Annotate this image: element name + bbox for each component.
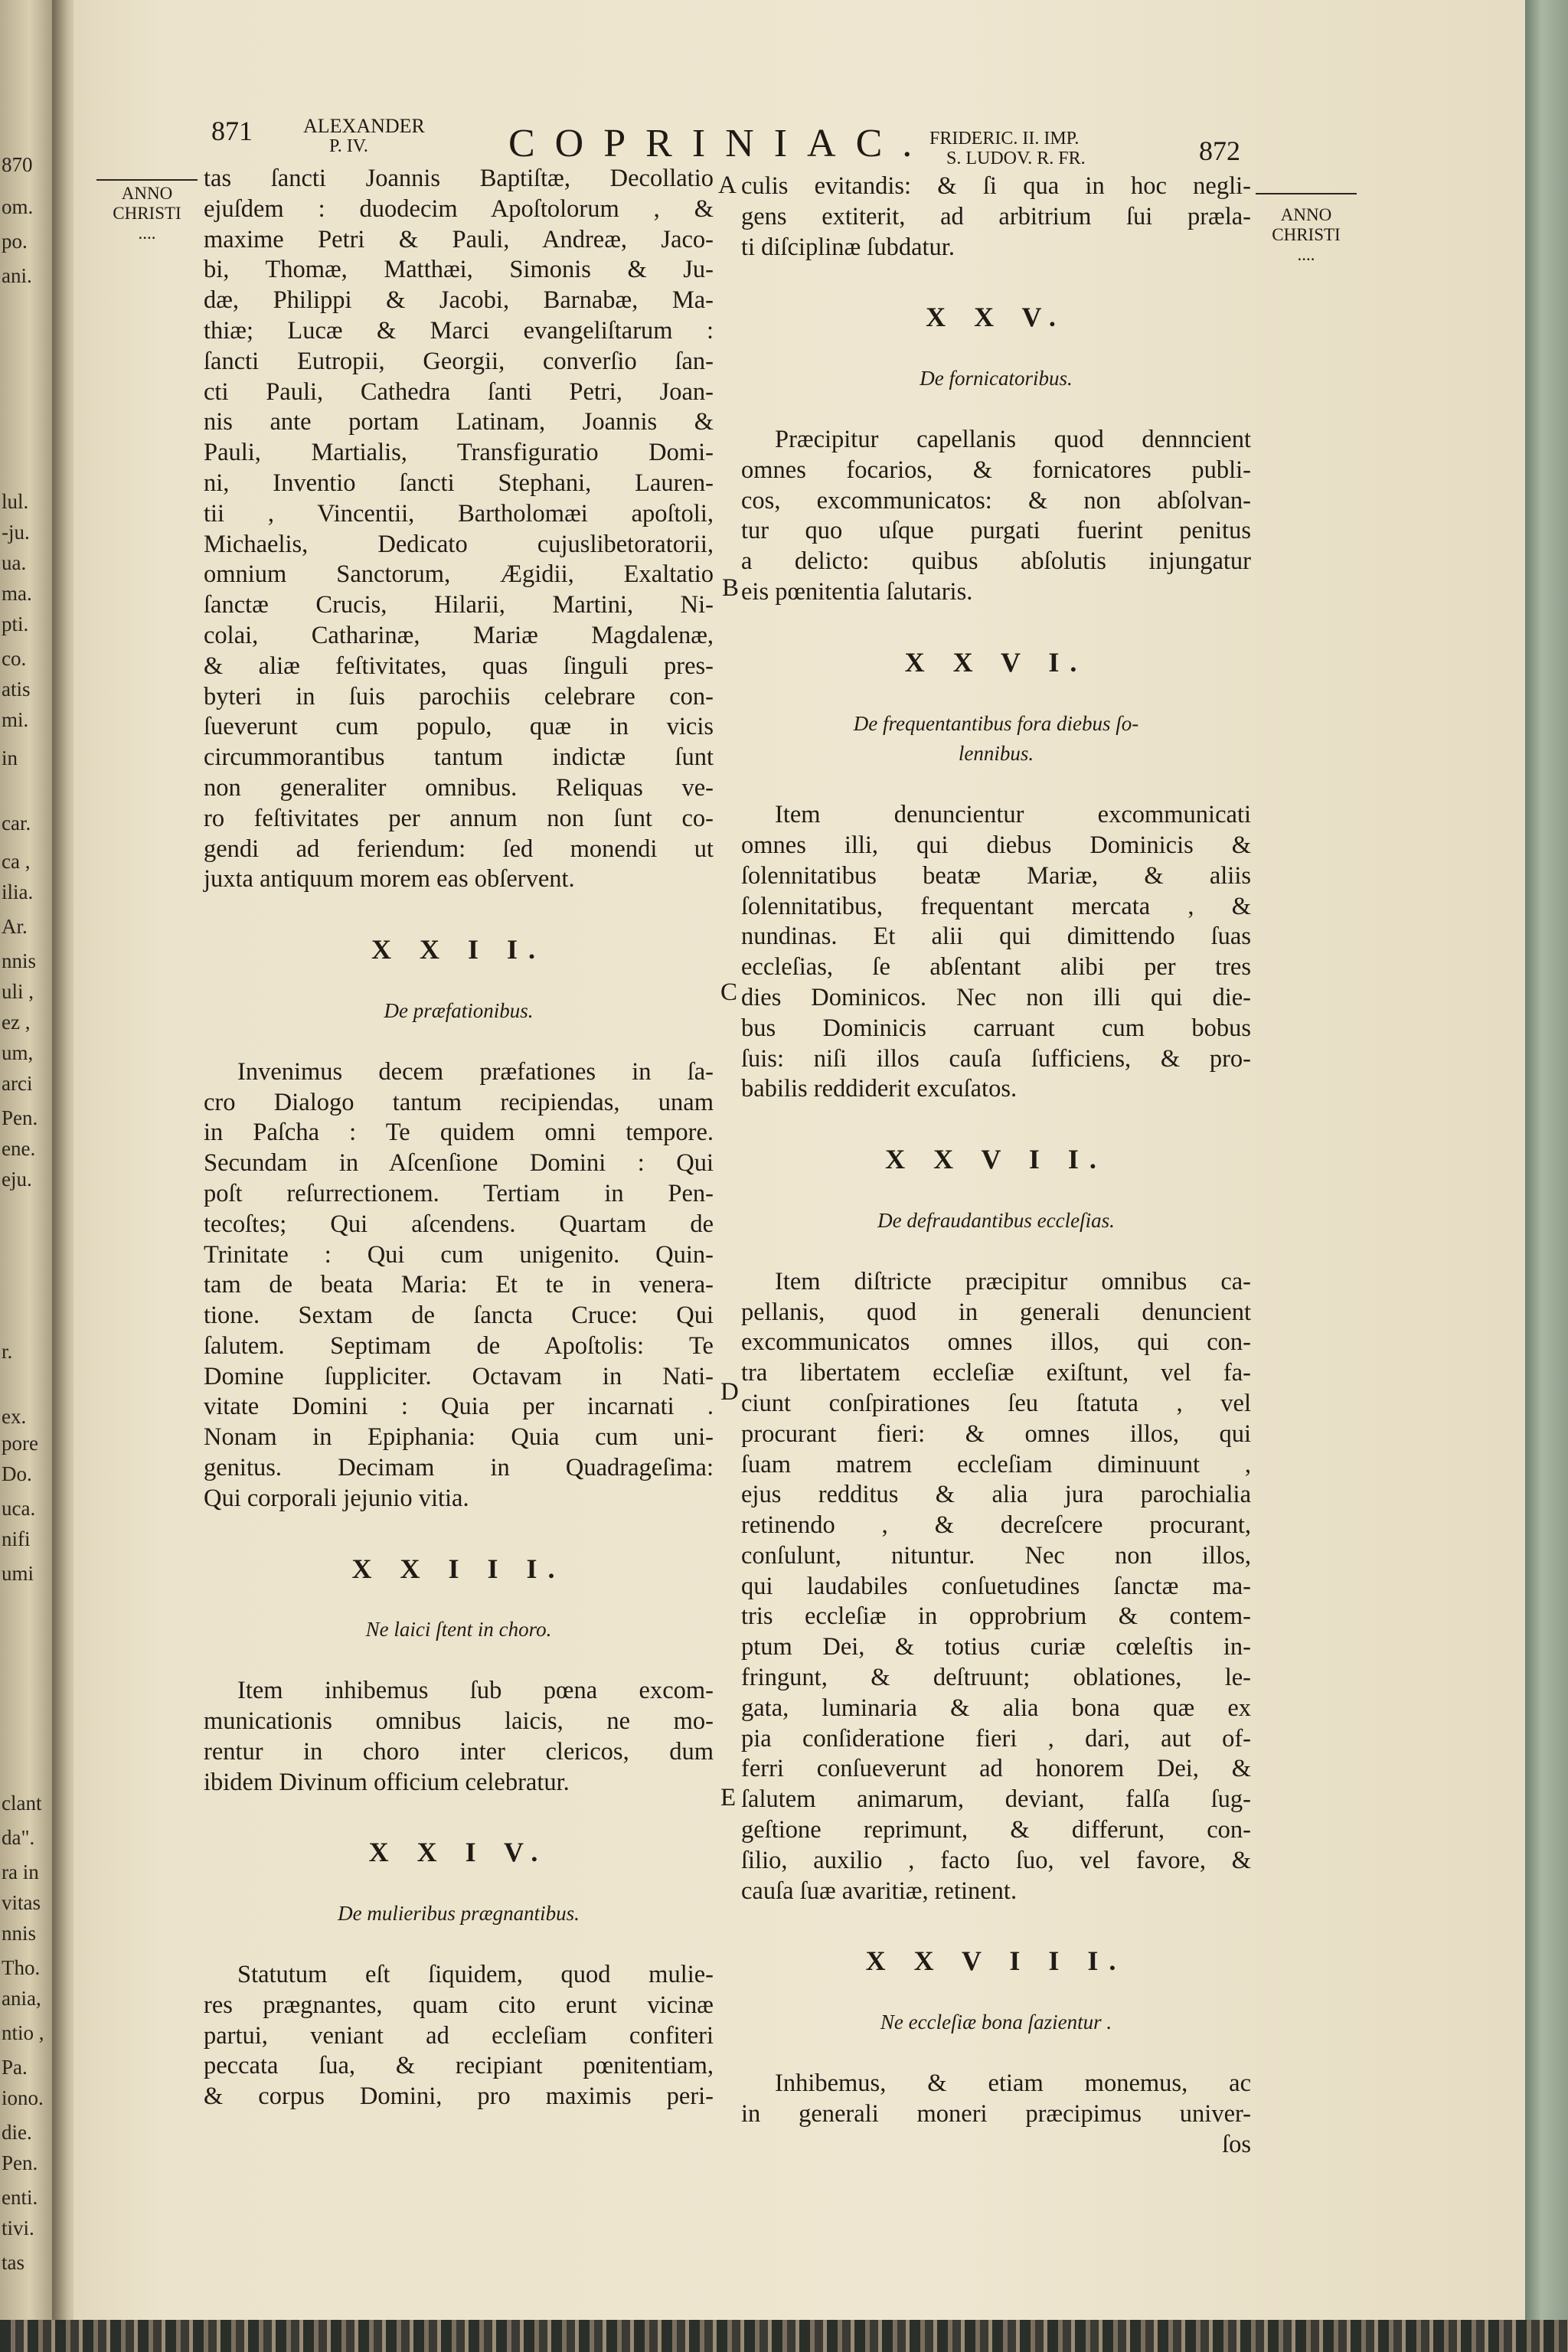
pope-number: P. IV. — [329, 136, 368, 156]
facing-page-word: car. — [2, 812, 31, 835]
text-line: excommunicatos omnes illos, qui con- — [741, 1328, 1251, 1357]
year-dots: .... — [138, 224, 156, 243]
text-line: tecoſtes; Qui aſcendens. Quartam de — [204, 1210, 714, 1238]
section-number-26: X X V I. — [904, 646, 1088, 678]
facing-page-word: ene. — [2, 1137, 36, 1160]
facing-page-word: ra in — [2, 1860, 39, 1883]
continued-paragraph — [741, 172, 1251, 263]
text-line: Qui corporali jejunio vitia. — [204, 1484, 469, 1512]
text-line: & corpus Domini, pro maximis peri- — [204, 2082, 714, 2111]
section-letter-e: E — [720, 1784, 737, 1811]
text-line: cti Pauli, Cathedra ſanti Petri, Joan- — [204, 377, 714, 406]
text-line: cro Dialogo tantum recipiendas, unam — [204, 1088, 714, 1116]
facing-page-word: um, — [2, 1041, 34, 1064]
section-title-22: De præfationibus. — [384, 998, 534, 1022]
text-line: in generali moneri præcipimus univer- — [741, 2099, 1251, 2128]
facing-page-word: mi. — [2, 708, 29, 731]
text-line: tra libertatem eccleſiæ exiſtunt, vel fa- — [741, 1359, 1251, 1387]
text-line: eccleſias, ſe abſentant alibi per tres — [741, 953, 1251, 982]
christi-label: CHRISTI — [113, 204, 181, 223]
text-line: omnes focarios, & fornicatores publi- — [741, 456, 1251, 484]
text-line: ſalutem animarum, deviant, falſa ſug- — [741, 1785, 1251, 1814]
section-number-28: X X V I I I. — [865, 1945, 1127, 1977]
christi-label: CHRISTI — [1272, 225, 1341, 244]
left-column — [204, 164, 714, 2112]
section-title-28: Ne eccleſiæ bona ſazientur . — [880, 2011, 1112, 2034]
section-number-24: X X I V. — [368, 1837, 549, 1868]
text-line: partui, veniant ad eccleſiam confiteri — [204, 2021, 714, 2050]
text-line: gata, luminaria & alia bona quæ ex — [741, 1694, 1251, 1722]
text-line: babilis reddiderit excuſatos. — [741, 1075, 1018, 1103]
text-line: juxta antiquum morem eas obſervent. — [204, 865, 575, 893]
section-body-24 — [204, 1960, 714, 2112]
text-line: Domine ſuppliciter. Octavam in Nati- — [204, 1362, 714, 1390]
facing-page-word: lul. — [2, 490, 29, 513]
text-line: Pauli, Martialis, Transfiguratio Domi- — [204, 439, 714, 467]
text-line: qui laudabiles conſuetudines ſanctæ ma- — [741, 1572, 1251, 1600]
margin-rule-left — [96, 179, 198, 181]
facing-page-text — [2, 0, 52, 2328]
facing-page-word: pore — [2, 1432, 38, 1455]
section-letter-c: C — [720, 978, 738, 1006]
facing-page-word: iono. — [2, 2086, 44, 2109]
text-line: ſuam matrem eccleſiam diminuunt , — [741, 1450, 1251, 1478]
section-body-25 — [741, 425, 1251, 608]
text-line: ſancti Eutropii, Georgii, converſio ſan- — [204, 347, 714, 375]
text-line: culis evitandis: & ſi qua in hoc negli- — [741, 172, 1251, 200]
margin-rule-right — [1256, 193, 1357, 194]
facing-page-word: umi — [2, 1562, 34, 1585]
text-line: Statutum eſt ſiquidem, quod mulie- — [237, 1961, 714, 1989]
facing-page-word: Pen. — [2, 2151, 38, 2174]
section-number-27: X X V I I. — [885, 1144, 1107, 1175]
text-line: ptum Dei, & totius curiæ cœleſtis in- — [741, 1633, 1251, 1661]
facing-page-word: ex. — [2, 1405, 27, 1428]
facing-page-word: nnis — [2, 949, 37, 972]
text-line: tam de beata Maria: Et te in venera- — [204, 1271, 714, 1299]
text-line: vitate Domini : Quia per incarnati . — [204, 1393, 714, 1421]
section-title-27: De defraudantibus eccleſias. — [877, 1208, 1115, 1232]
page-edges — [0, 2320, 1568, 2352]
facing-page-word: ma. — [2, 582, 32, 605]
facing-page-word: in — [2, 746, 18, 769]
facing-page-word: ca , — [2, 850, 31, 873]
text-line: a delicto: quibus abſolutis injungatur — [741, 547, 1251, 576]
text-line: ibidem Divinum officium celebratur. — [204, 1768, 570, 1796]
facing-page-word: da". — [2, 1826, 35, 1849]
facing-page-word: ilia. — [2, 880, 34, 903]
text-line: genitus. Decimam in Quadrageſima: — [204, 1454, 714, 1482]
facing-page-word: uli , — [2, 980, 34, 1003]
text-line: fringunt, & deſtruunt; oblationes, le- — [741, 1664, 1251, 1692]
text-line: peccata ſua, & recipiant pœnitentiam, — [204, 2052, 714, 2080]
text-line: dæ, Philippi & Jacobi, Barnabæ, Ma- — [204, 286, 714, 315]
section-body-27 — [741, 1267, 1251, 1907]
text-line: ſilio, auxilio , facto ſuo, vel favore, & — [741, 1846, 1251, 1874]
text-line: rentur in choro inter clericos, dum — [204, 1737, 714, 1766]
text-line: poſt reſurrectionem. Tertiam in Pen- — [204, 1179, 714, 1207]
text-line: bus Dominicis carruant cum bobus — [741, 1014, 1251, 1042]
section-number-25: X X V. — [926, 302, 1067, 333]
text-line: Invenimus decem præfationes in ſa- — [237, 1057, 714, 1086]
text-line: Item denuncientur excommunicati — [775, 801, 1251, 829]
text-line: nis ante portam Latinam, Joannis & — [204, 408, 714, 436]
text-line: Nonam in Epiphania: Quia cum uni- — [204, 1423, 714, 1452]
section-letter-a: A — [718, 172, 737, 199]
section-number-23: X X I I I. — [351, 1553, 566, 1584]
text-line: ejuſdem : duodecim Apoſtolorum , & — [204, 194, 714, 223]
text-line: Trinitate : Qui cum unigenito. Quin- — [204, 1240, 714, 1269]
text-line: cos, excommunicatos: & non abſolvan- — [741, 486, 1251, 514]
facing-page-word: po. — [2, 230, 28, 253]
facing-page-word: nifi — [2, 1527, 31, 1550]
anno-label: ANNO — [121, 184, 173, 203]
facing-page-word: eju. — [2, 1168, 32, 1191]
text-line: ejus redditus & alia jura parochialia — [741, 1481, 1251, 1509]
text-line: res prægnantes, quam cito erunt vicinæ — [204, 1991, 714, 2019]
text-line: ſanctæ Crucis, Hilarii, Martini, Ni- — [204, 591, 714, 619]
facing-page-word: Pen. — [2, 1106, 38, 1129]
text-line: Michaelis, Dedicato cujuslibetoratorii, — [204, 530, 714, 558]
facing-page-word: ani. — [2, 264, 32, 287]
running-title: COPRINIAC. — [508, 122, 933, 165]
section-letter-d: D — [720, 1378, 739, 1406]
facing-page-word: enti. — [2, 2186, 38, 2209]
text-line: tii , Vincentii, Bartholomæi apoſtoli, — [204, 499, 714, 528]
text-line: Item inhibemus ſub pœna excom- — [237, 1677, 714, 1705]
section-body-22 — [204, 1057, 714, 1514]
section-body-23 — [204, 1676, 714, 1798]
facing-page-word: r. — [2, 1340, 13, 1363]
year-dots: .... — [1297, 245, 1315, 264]
facing-page-word: co. — [2, 647, 27, 670]
text-line: tione. Sextam de ſancta Cruce: Qui — [204, 1302, 714, 1330]
text-line: tur quo uſque purgati fuerint penitus — [741, 517, 1251, 545]
text-line: procurant fieri: & omnes illos, qui — [741, 1419, 1251, 1448]
text-line: Item diſtricte præcipitur omnibus ca- — [775, 1267, 1251, 1295]
text-line: retinendo , & decreſcere procurant, — [741, 1511, 1251, 1540]
text-line: ti diſciplinæ ſubdatur. — [741, 233, 955, 261]
section-letter-b: B — [722, 574, 740, 602]
section-title-26-line2: lennibus. — [958, 742, 1034, 766]
text-line: bi, Thomæ, Matthæi, Simonis & Ju- — [204, 256, 714, 284]
section-title-24: De mulieribus prægnantibus. — [338, 1902, 580, 1926]
facing-page-word: 870 — [2, 153, 33, 176]
text-line: geſtione reprimunt, & differunt, con- — [741, 1816, 1251, 1844]
text-line: ſolennitatibus beatæ Mariæ, & aliis — [741, 861, 1251, 890]
text-line: maxime Petri & Pauli, Andreæ, Jaco- — [204, 225, 714, 253]
facing-page-word: nnis — [2, 1922, 37, 1945]
facing-page-word: pti. — [2, 612, 29, 635]
text-line: gens extiterit, ad arbitrium ſui præla- — [741, 202, 1251, 230]
text-line: ferri conſueverunt ad honorem Dei, & — [741, 1755, 1251, 1783]
facing-page-sliver — [0, 0, 54, 2328]
text-line: gendi ad feriendum: ſed monendi ut — [204, 835, 714, 863]
facing-page-word: vitas — [2, 1891, 41, 1914]
text-line: eis pœnitentia ſalutaris. — [741, 577, 973, 606]
intro-paragraph — [204, 164, 714, 895]
text-line: ni, Inventio ſancti Stephani, Lauren- — [204, 469, 714, 497]
right-column — [741, 172, 1251, 2160]
emperor-name: FRIDERIC. II. IMP. — [929, 129, 1080, 149]
facing-page-word: -ju. — [2, 521, 30, 544]
text-line: ciunt conſpirationes ſeu ſtatuta , vel — [741, 1389, 1251, 1417]
facing-page-word: Tho. — [2, 1956, 41, 1979]
text-line: ſuis: niſi illos cauſa ſufficiens, & pro- — [741, 1044, 1251, 1073]
text-line: thiæ; Lucæ & Marci evangeliſtarum : — [204, 316, 714, 345]
text-line: & aliæ feſtivitates, quas ſinguli pres- — [204, 652, 714, 680]
facing-page-word: ua. — [2, 551, 27, 574]
section-title-25: De fornicatoribus. — [920, 367, 1073, 390]
facing-page-word: ania, — [2, 1987, 41, 2010]
facing-page-word: clant — [2, 1792, 42, 1815]
text-line: ſolennitatibus, frequentant mercata , & — [741, 892, 1251, 920]
text-line: ſalutem. Septimam de Apoſtolis: Te — [204, 1331, 714, 1360]
anno-label: ANNO — [1280, 205, 1332, 224]
text-line: cauſa ſuæ avaritiæ, retinent. — [741, 1877, 1018, 1905]
section-number-22: X X I I. — [371, 934, 546, 965]
section-body-26 — [741, 800, 1251, 1105]
text-line: tris eccleſiæ in opprobrium & contem- — [741, 1602, 1251, 1631]
text-line: dies Dominicos. Nec non illi qui die- — [741, 983, 1251, 1011]
text-line: byteri in ſuis parochiis celebrare con- — [204, 682, 714, 710]
text-line: pia conſideratione fieri , dari, aut of- — [741, 1724, 1251, 1753]
text-line: in Paſcha : Te quidem omni tempore. — [204, 1119, 714, 1147]
section-title-23: Ne laici ſtent in choro. — [365, 1618, 552, 1642]
page-number-left: 871 — [211, 116, 253, 146]
facing-page-word: die. — [2, 2121, 32, 2144]
facing-page-word: Do. — [2, 1462, 32, 1485]
text-line: non generaliter omnibus. Reliquas ve- — [204, 773, 714, 802]
text-line: conſulunt, nituntur. Nec non illos, — [741, 1541, 1251, 1570]
book-cover-edge — [1524, 0, 1568, 2352]
facing-page-word: tivi. — [2, 2216, 34, 2239]
king-name: S. LUDOV. R. FR. — [946, 149, 1086, 168]
facing-page-word: ntio , — [2, 2021, 44, 2044]
text-line: omnes illi, qui diebus Dominicis & — [741, 831, 1251, 859]
facing-page-word: tas — [2, 2251, 24, 2274]
facing-page-word: Pa. — [2, 2056, 28, 2079]
text-line: ro feſtivitates per annum non ſunt co- — [204, 804, 714, 832]
anno-christi-right — [1256, 205, 1357, 265]
text-line: ſueverunt cum populo, quæ in vicis — [204, 713, 714, 741]
page-number-right: 872 — [1199, 136, 1240, 166]
section-body-28 — [741, 2069, 1251, 2130]
text-line: Præcipitur capellanis quod dennncient — [775, 425, 1251, 453]
facing-page-word: om. — [2, 195, 34, 218]
anno-christi-left — [96, 184, 198, 243]
text-line: Inhibemus, & etiam monemus, ac — [775, 2069, 1251, 2098]
text-line: tas ſancti Joannis Baptiſtæ, Decollatio — [204, 165, 714, 192]
facing-page-word: arci — [2, 1072, 33, 1095]
text-line: circummorantibus tantum indictæ ſunt — [204, 743, 714, 772]
pope-name: ALEXANDER — [303, 115, 425, 137]
facing-page-word: uca. — [2, 1497, 36, 1520]
text-line: pellanis, quod in generali denuncient — [741, 1298, 1251, 1326]
text-line: nundinas. Et alii qui dimittendo ſuas — [741, 923, 1251, 951]
catchword: ſos — [1222, 2130, 1251, 2158]
text-line: omnium Sanctorum, Ægidii, Exaltatio — [204, 560, 714, 589]
text-line: municationis omnibus laicis, ne mo- — [204, 1707, 714, 1736]
facing-page-word: ez , — [2, 1011, 31, 1034]
text-line: Secundam in Aſcenſione Domini : Qui — [204, 1149, 714, 1178]
section-title-26-line1: De frequentantibus fora diebus ſo- — [853, 711, 1139, 735]
text-line: colai, Catharinæ, Mariæ Magdalenæ, — [204, 621, 714, 649]
facing-page-word: Ar. — [2, 915, 28, 938]
facing-page-word: atis — [2, 678, 31, 701]
